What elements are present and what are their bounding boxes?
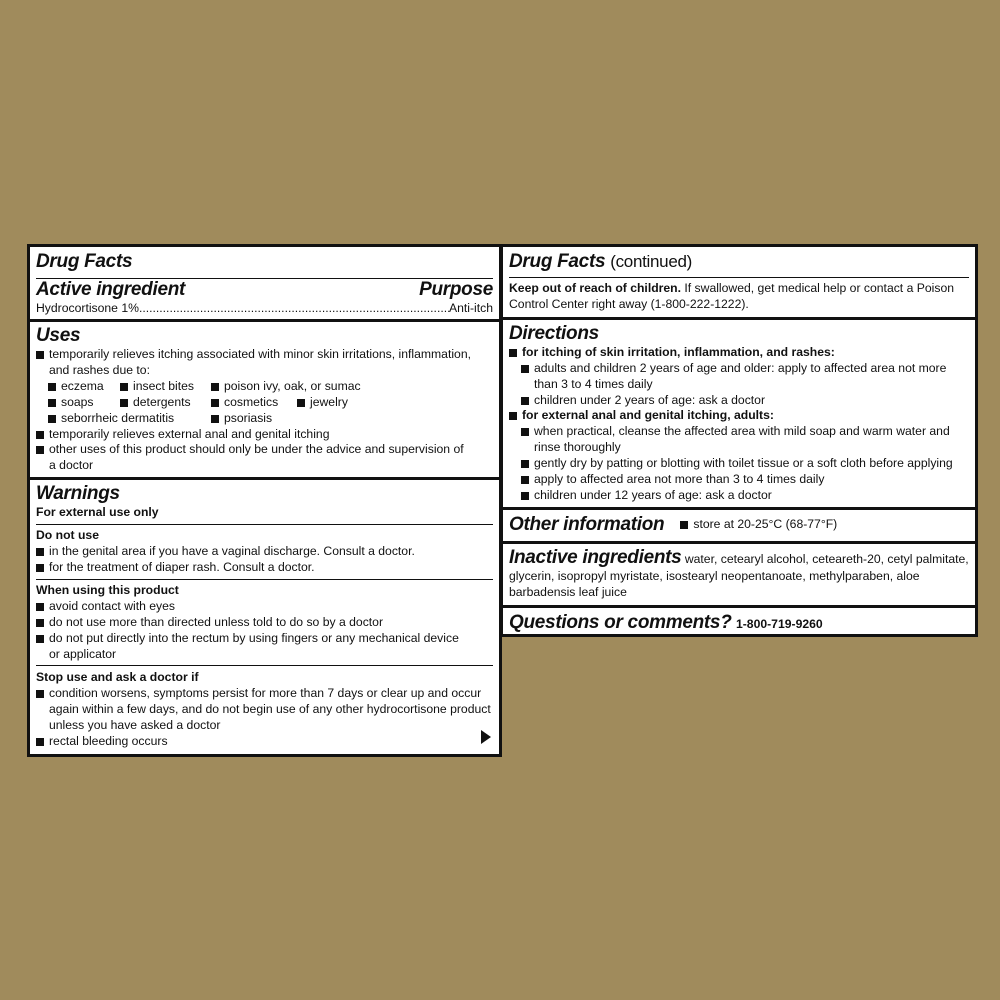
condition-item: cosmetics	[224, 394, 279, 409]
condition-item: detergents	[133, 394, 191, 409]
bullet-square-icon	[521, 365, 529, 373]
bullet-square-icon	[211, 415, 219, 423]
questions-heading: Questions or comments?	[509, 611, 732, 633]
directions-item-text: when practical, cleanse the affected area with mild soap and warm water and	[534, 424, 950, 439]
list-item	[36, 427, 493, 443]
inactive-ingredients-text: barbadensis leaf juice	[509, 584, 627, 599]
list-item	[680, 517, 837, 533]
bullet-square-icon	[120, 399, 128, 407]
warning-item-text: avoid contact with eyes	[49, 598, 176, 613]
directions-group-heading: for external anal and genital itching, adults:	[522, 408, 774, 423]
bullet-square-icon	[36, 564, 44, 572]
condition-item: soaps	[61, 394, 94, 409]
list-item	[36, 615, 493, 631]
when-using-block	[36, 580, 493, 666]
inactive-ingredients-text: glycerin, isopropyl myristate, isostearyl neopentanoate, methylparaben, aloe	[509, 568, 920, 583]
bullet-square-icon	[509, 349, 517, 357]
uses-heading: Uses	[36, 325, 81, 346]
list-item	[521, 488, 969, 504]
bullet-square-icon	[36, 446, 44, 454]
list-item	[36, 599, 493, 615]
drug-facts-continued-header	[503, 247, 975, 317]
list-item	[36, 544, 493, 560]
uses-item-text: other uses of this product should only be under the advice and supervision of	[49, 442, 464, 457]
list-item	[521, 393, 969, 409]
purpose-value: Anti-itch	[448, 301, 493, 315]
warning-item-text: for the treatment of diaper rash. Consult a doctor.	[49, 559, 315, 574]
purpose-heading: Purpose	[419, 279, 493, 300]
directions-item-text: adults and children 2 years of age and older: apply to affected area not more	[534, 360, 947, 375]
inactive-ingredients-heading: Inactive ingredients	[509, 546, 682, 568]
bullet-square-icon	[36, 431, 44, 439]
continued-title-text: Drug Facts	[509, 251, 606, 272]
list-item	[521, 472, 969, 488]
warning-item-text: rectal bleeding occurs	[49, 734, 168, 749]
bullet-square-icon	[36, 738, 44, 746]
list-item	[36, 631, 493, 663]
bullet-square-icon	[36, 690, 44, 698]
condition-item: psoriasis	[224, 410, 273, 425]
bullet-square-icon	[521, 476, 529, 484]
list-item	[521, 424, 969, 456]
bullet-square-icon	[211, 399, 219, 407]
continued-suffix: (continued)	[610, 252, 692, 271]
list-item	[36, 347, 493, 379]
directions-item-text: apply to affected area not more than 3 to 4 times daily	[534, 472, 825, 487]
warnings-heading: Warnings	[36, 483, 120, 505]
directions-item-text: children under 12 years of age: ask a doctor	[534, 487, 772, 502]
drug-facts-panel-right	[500, 244, 978, 637]
do-not-use-block	[36, 525, 493, 579]
bullet-square-icon	[120, 383, 128, 391]
when-using-heading: When using this product	[36, 582, 179, 597]
list-item	[36, 734, 493, 750]
external-use-note: For external use only	[36, 505, 159, 520]
uses-item-text: and rashes due to:	[49, 362, 150, 377]
condition-item: seborrheic dermatitis	[61, 410, 175, 425]
directions-item-text: gently dry by patting or blotting with toilet tissue or a soft cloth before applying	[534, 456, 953, 471]
condition-item: jewelry	[310, 394, 348, 409]
bullet-square-icon	[521, 397, 529, 405]
bullet-square-icon	[680, 521, 688, 529]
continued-arrow-icon	[481, 730, 491, 744]
active-ingredient-row	[36, 301, 493, 316]
drug-facts-continued-title	[509, 251, 969, 273]
list-item	[509, 408, 969, 424]
keep-out-text: Control Center right away (1-800-222-1222).	[509, 296, 749, 311]
drug-facts-panel-left	[27, 244, 502, 757]
bullet-square-icon	[48, 415, 56, 423]
questions-phone: 1-800-719-9260	[735, 616, 823, 631]
list-item	[509, 345, 969, 361]
warning-item-text: again within a few days, and do not begin use of any other hydrocortisone product	[49, 702, 491, 717]
active-ingredient-name: Hydrocortisone 1%	[36, 301, 139, 315]
stop-use-block	[36, 666, 493, 750]
uses-item-text: temporarily relieves external anal and genital itching	[49, 426, 330, 441]
bullet-square-icon	[36, 603, 44, 611]
directions-group-heading: for itching of skin irritation, inflammation, and rashes:	[522, 344, 835, 359]
bullet-square-icon	[36, 548, 44, 556]
condition-item: eczema	[61, 378, 104, 393]
warning-item-text: or applicator	[49, 646, 117, 661]
list-item	[36, 560, 493, 576]
warning-item-text: unless you have asked a doctor	[49, 718, 221, 733]
uses-section	[30, 322, 499, 477]
other-information-heading: Other information	[509, 513, 665, 535]
warnings-section	[30, 480, 499, 750]
warning-item-text: in the genital area if you have a vaginal discharge. Consult a doctor.	[49, 544, 415, 559]
uses-item-text: a doctor	[49, 458, 94, 473]
bullet-square-icon	[211, 383, 219, 391]
drug-facts-title: Drug Facts	[36, 251, 133, 272]
keep-out-of-reach	[509, 278, 969, 317]
directions-item-text: rinse thoroughly	[534, 440, 621, 455]
list-item	[36, 686, 493, 734]
bullet-square-icon	[48, 383, 56, 391]
list-item	[521, 361, 969, 393]
list-item	[36, 442, 493, 474]
bullet-square-icon	[521, 492, 529, 500]
other-information-section	[503, 510, 975, 541]
directions-heading: Directions	[509, 322, 599, 344]
stop-use-heading: Stop use and ask a doctor if	[36, 670, 199, 685]
bullet-square-icon	[36, 351, 44, 359]
do-not-use-heading: Do not use	[36, 528, 99, 543]
bullet-square-icon	[36, 635, 44, 643]
keep-out-text: If swallowed, get medical help or contact a Poison	[681, 281, 955, 295]
bullet-square-icon	[509, 412, 517, 420]
condition-item: poison ivy, oak, or sumac	[224, 378, 361, 393]
bullet-square-icon	[521, 428, 529, 436]
questions-section	[503, 608, 975, 634]
drug-facts-header	[30, 247, 499, 316]
bullet-square-icon	[297, 399, 305, 407]
uses-item-text: temporarily relieves itching associated with minor skin irritations, inflammation,	[49, 347, 471, 361]
list-item	[521, 456, 969, 472]
bullet-square-icon	[521, 460, 529, 468]
directions-item-text: than 3 to 4 times daily	[534, 376, 653, 391]
inactive-ingredients-text: water, cetearyl alcohol, ceteareth-20, cetyl palmitate,	[681, 551, 969, 566]
directions-section	[503, 320, 975, 507]
warning-item-text: do not put directly into the rectum by using fingers or any mechanical device	[49, 630, 459, 645]
storage-text: store at 20-25°C (68-77°F)	[693, 516, 838, 531]
directions-item-text: children under 2 years of age: ask a doctor	[534, 392, 766, 407]
warning-item-text: do not use more than directed unless told to do so by a doctor	[49, 614, 384, 629]
bullet-square-icon	[36, 619, 44, 627]
condition-item: insect bites	[133, 378, 194, 393]
bullet-square-icon	[48, 399, 56, 407]
inactive-ingredients-section	[503, 544, 975, 605]
warning-item-text: condition worsens, symptoms persist for more than 7 days or clear up and occur	[49, 686, 482, 701]
active-ingredient-heading: Active ingredient	[36, 279, 186, 300]
keep-out-bold: Keep out of reach of children.	[509, 281, 681, 295]
